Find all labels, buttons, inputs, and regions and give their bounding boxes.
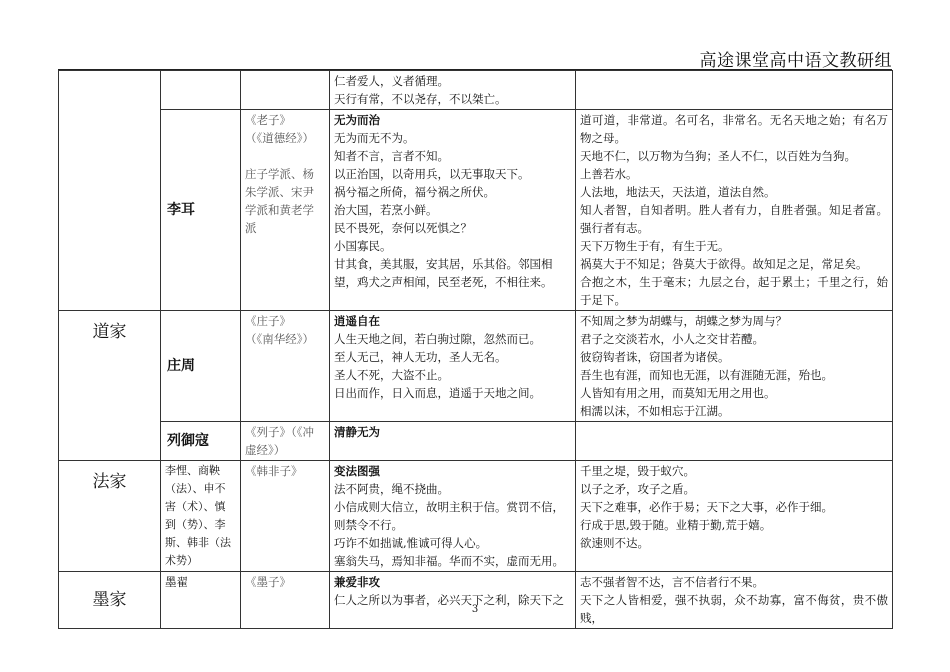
book-cell <box>241 311 330 422</box>
schools-table <box>58 70 893 629</box>
book-line <box>245 147 325 165</box>
quote-line: 天下之人皆相爱，强不执弱，众不劫寡，富不侮贫，贵不傲贱， <box>580 593 888 625</box>
idea-line: 祸兮福之所倚，福兮祸之所伏。 <box>334 185 495 199</box>
quotes-cell <box>576 572 893 629</box>
ideas-cell <box>330 110 576 311</box>
header-title: 高途课堂高中语文教研组 <box>699 51 892 71</box>
book-line: 庄子学派、杨朱学派、宋尹学派和黄老学派 <box>245 167 314 235</box>
idea-line: 小国寡民。 <box>334 239 392 253</box>
idea-line: 仁人之所以为事者，必兴天下之利，除天下之 <box>334 593 564 607</box>
quotes-cell <box>576 71 893 110</box>
idea-title: 清静无为 <box>334 425 380 439</box>
idea-line: 小信成则大信立，故明主积于信。赏罚不信，则禁令不行。 <box>334 500 564 532</box>
book-cell <box>241 572 330 629</box>
ideas-cell <box>330 422 576 461</box>
quotes-cell <box>576 461 893 572</box>
person-cell <box>161 71 241 110</box>
idea-line: 圣人不死，大盗不止。 <box>334 368 449 382</box>
table-row <box>59 422 893 461</box>
book-line: 《庄子》 <box>245 314 291 328</box>
book-cell <box>241 461 330 572</box>
quote-line: 吾生也有涯，而知也无涯，以有涯随无涯，殆也。 <box>580 368 833 382</box>
quote-line: 天下万物生于有，有生于无。 <box>580 239 730 253</box>
idea-title: 兼爱非攻 <box>334 575 380 589</box>
quote-line: 知人者智，自知者明。胜人者有力，自胜者强。知足者富。强行者有志。 <box>580 203 888 235</box>
quote-line: 道可道，非常道。名可名，非常名。无名天地之始；有名万物之母。 <box>580 113 888 145</box>
quotes-cell <box>576 110 893 311</box>
quote-line: 行成于思,毁于随。业精于勤,荒于嬉。 <box>580 518 772 532</box>
book-line: （《道德经》） <box>245 131 314 145</box>
book-cell <box>241 110 330 311</box>
ideas-cell <box>330 461 576 572</box>
idea-title: 变法图强 <box>334 464 380 478</box>
idea-title: 逍遥自在 <box>334 314 380 328</box>
idea-line: 日出而作，日入而息，逍遥于天地之间。 <box>334 386 541 400</box>
idea-title: 无为而治 <box>334 113 380 127</box>
table-row <box>59 71 893 110</box>
idea-line: 塞翁失马，焉知非福。华而不实，虚而无用。 <box>334 554 564 568</box>
quote-line: 以子之矛，攻子之盾。 <box>580 482 695 496</box>
idea-line: 仁者爱人，义者循理。 <box>334 74 449 88</box>
book-line: （《南华经》） <box>245 332 314 346</box>
book-line: 《老子》 <box>245 113 291 127</box>
idea-line: 无为而无不为。 <box>334 131 415 145</box>
people-line: 李悝、商鞅（法）、申不害（术）、慎到（势）、李斯、韩非（法术势） <box>165 464 231 567</box>
table-row <box>59 461 893 572</box>
person-cell: 墨翟 <box>161 572 241 629</box>
idea-line: 民不畏死，奈何以死惧之？ <box>334 221 472 235</box>
school-cell: 法家 <box>59 461 161 572</box>
quote-line: 千里之堤，毁于蚁穴。 <box>580 464 695 478</box>
idea-line: 至人无己，神人无功，圣人无名。 <box>334 350 507 364</box>
idea-line: 天行有常，不以尧存，不以桀亡。 <box>334 92 507 106</box>
page-number: 3 <box>471 604 479 615</box>
quote-line: 相濡以沫，不如相忘于江湖。 <box>580 404 730 418</box>
idea-line: 人生天地之间，若白驹过隙，忽然而已。 <box>334 332 541 346</box>
book-line: 《韩非子》 <box>245 464 303 478</box>
quote-line: 不知周之梦为胡蝶与，胡蝶之梦为周与？ <box>580 314 787 328</box>
quote-line: 上善若水。 <box>580 167 638 181</box>
book-cell <box>241 71 330 110</box>
person-cell: 李耳 <box>161 110 241 311</box>
book-line: 《列子》（《冲虚经》） <box>245 425 314 457</box>
book-line: 《墨子》 <box>245 575 291 589</box>
quote-line: 人皆知有用之用，而莫知无用之用也。 <box>580 386 776 400</box>
quotes-cell <box>576 311 893 422</box>
ideas-cell <box>330 572 576 629</box>
school-cell: 道家 <box>59 311 161 461</box>
quote-line: 天下之难事，必作于易；天下之大事，必作于细。 <box>580 500 833 514</box>
idea-line: 治大国，若烹小鲜。 <box>334 203 438 217</box>
idea-line: 巧诈不如拙诚,惟诚可得人心。 <box>334 536 488 550</box>
person-cell: 庄周 <box>161 311 241 422</box>
idea-line: 知者不言，言者不知。 <box>334 149 449 163</box>
quote-line: 君子之交淡若水，小人之交甘若醴。 <box>580 332 764 346</box>
quote-line: 彼窃钩者诛，窃国者为诸侯。 <box>580 350 730 364</box>
quote-line: 祸莫大于不知足；咎莫大于欲得。故知足之足，常足矣。 <box>580 257 868 271</box>
quote-line: 人法地，地法天，天法道，道法自然。 <box>580 185 776 199</box>
quote-line: 志不强者智不达，言不信者行不果。 <box>580 575 764 589</box>
quote-line: 欲速则不达。 <box>580 536 649 550</box>
person-cell <box>161 461 241 572</box>
school-cell: 墨家 <box>59 572 161 629</box>
quote-line: 天地不仁，以万物为刍狗；圣人不仁，以百姓为刍狗。 <box>580 149 856 163</box>
idea-line: 法不阿贵，绳不挠曲。 <box>334 482 449 496</box>
ideas-cell <box>330 71 576 110</box>
quotes-cell <box>576 422 893 461</box>
idea-line: 以正治国，以奇用兵，以无事取天下。 <box>334 167 530 181</box>
table-row <box>59 311 893 422</box>
idea-line: 甘其食，美其服，安其居，乐其俗。邻国相望，鸡犬之声相闻，民至老死，不相往来。 <box>334 257 553 289</box>
person-cell: 列御寇 <box>161 422 241 461</box>
ideas-cell <box>330 311 576 422</box>
book-cell <box>241 422 330 461</box>
quote-line: 合抱之木，生于毫末；九层之台，起于累土；千里之行，始于足下。 <box>580 275 888 307</box>
table-row <box>59 110 893 311</box>
school-cell-empty <box>59 71 161 311</box>
table-row <box>59 572 893 629</box>
